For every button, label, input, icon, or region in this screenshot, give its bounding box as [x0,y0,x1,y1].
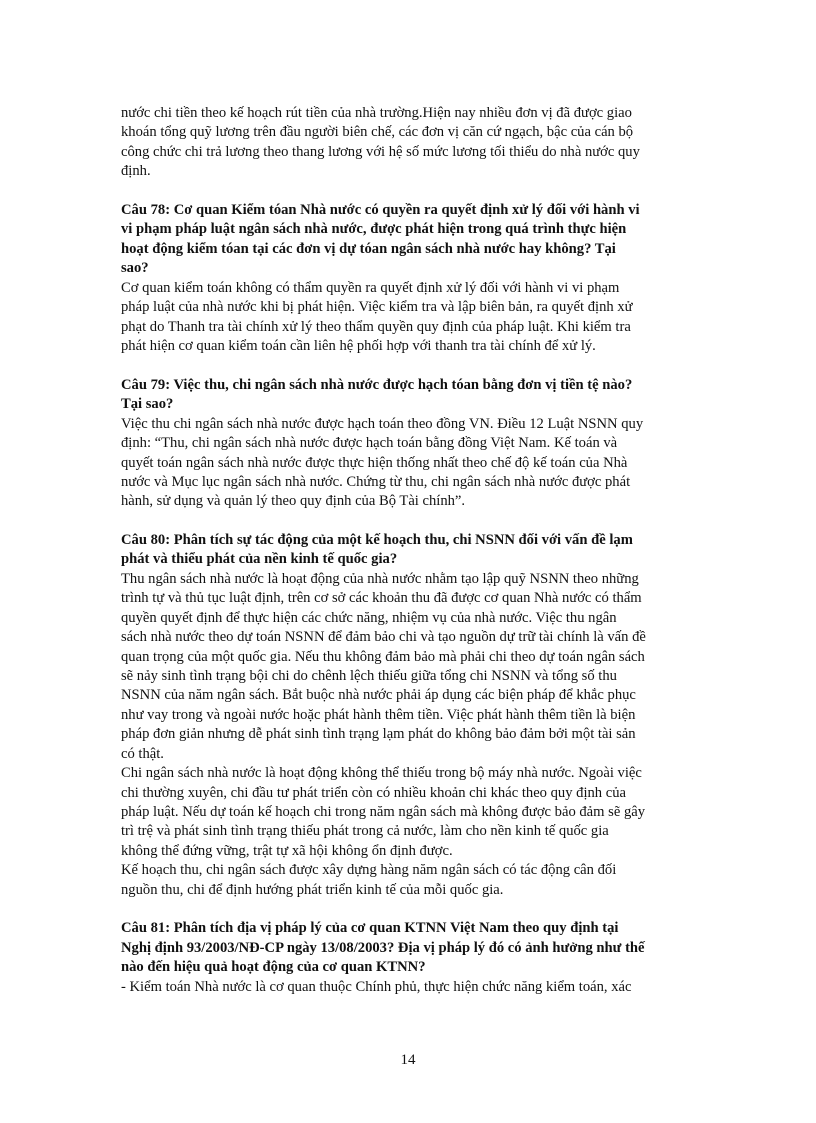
text-line: có thật. [121,745,164,762]
text-line: pháp luật của nhà nước khi bị phát hiện. Việc kiểm tra và lập biên bản, ra quyết định xử [121,299,633,316]
text-line: trì trệ và phát sinh tình trạng thiếu phát trong cả nước, làm cho nền kinh tế quốc gia [121,823,609,840]
question-81-heading [121,919,698,978]
text-line: chi thường xuyên, chi đầu tư phát triển còn có nhiều khoản chi khác theo quy định của [121,784,626,801]
text-line: pháp đơn giản nhưng dễ phát sinh tình trạng lạm phát do không bảo đảm bởi một tài sản [121,726,636,743]
heading-line: Câu 79: Việc thu, chi ngân sách nhà nước được hạch tóan bằng đơn vị tiền tệ nào? [121,376,633,393]
text-line: sẽ nảy sinh tình trạng bội chi do chênh lệch thiếu giữa tổng chi NSNN và tổng số thu [121,668,617,685]
heading-line: Nghị định 93/2003/NĐ-CP ngày 13/08/2003? Địa vị pháp lý đó có ảnh hưởng như thế [121,939,645,956]
question-80-paragraph-2 [121,764,698,861]
question-81-answer [121,978,698,997]
heading-line: sao? [121,260,149,277]
text-line: Chi ngân sách nhà nước là hoạt động không thể thiếu trong bộ máy nhà nước. Ngoài việc [121,765,642,782]
question-80-paragraph-3 [121,861,698,900]
question-80-paragraph-1 [121,570,698,764]
text-line: Cơ quan kiểm toán không có thẩm quyền ra quyết định xử lý đối với hành vi vi phạm [121,280,620,296]
question-78-heading [121,201,698,279]
text-line: định: “Thu, chi ngân sách nhà nước được hạch toán bằng đồng Việt Nam. Kế toán và [121,435,618,452]
text-line: Việc thu chi ngân sách nhà nước được hạch toán theo đồng VN. Điều 12 Luật NSNN quy [121,415,644,432]
heading-line: Câu 78: Cơ quan Kiểm tóan Nhà nước có quyền ra quyết định xử lý đối với hành vi [121,201,640,218]
text-line: quyền quyết định để thực hiện các chức năng, nhiệm vụ của nhà nước. Việc thu ngân [121,609,617,626]
text-line: quyết toán ngân sách nhà nước được thực hiện thống nhất theo chế độ kế toán của Nhà [121,454,628,471]
text-line: sách nhà nước theo dự toán NSNN để đảm bảo chi và tạo nguồn dự trữ tài chính là vấn đề [121,629,646,646]
text-line: phạt do Thanh tra tài chính xử lý theo thẩm quyền quy định của pháp luật. Khi kiểm tra [121,318,631,335]
text-line: nước và Mục lục ngân sách nhà nước. Chứng từ thu, chi ngân sách nhà nước được phát [121,474,631,491]
text-line: khoán tổng quỹ lương trên đầu người biên chế, các đơn vị căn cứ ngạch, bậc của cán bộ [121,124,634,141]
text-line: quan trọng của một quốc gia. Nếu thu không đảm bảo mà phải chi theo dự toán ngân sách [121,648,645,665]
heading-line: Câu 81: Phân tích địa vị pháp lý của cơ quan KTNN Việt Nam theo quy định tại [121,919,619,936]
heading-line: Câu 80: Phân tích sự tác động của một kế hoạch thu, chi NSNN đối với vấn đề lạm [121,531,633,548]
text-line: pháp luật. Nếu dự toán kế hoạch chi trong năm ngân sách mà không được bảo đảm sẽ gây [121,803,646,820]
text-line: hành, sử dụng và quản lý theo quy định của Bộ Tài chính”. [121,493,466,510]
question-79-heading [121,376,698,415]
text-line: công chức chi trả lương theo thang lương với hệ số mức lương tối thiểu do nhà nước quy [121,143,640,160]
question-80-heading [121,531,698,570]
heading-line: Tại sao? [121,396,174,413]
text-line: phát hiện cơ quan kiểm toán cần liên hệ phối hợp với thanh tra tài chính để xử lý. [121,338,596,355]
text-line: như vay trong và ngoài nước hoặc phát hành thêm tiền. Việc phát hành thêm tiền là biện [121,706,636,723]
heading-line: hoạt động kiểm tóan tại các đơn vị dự tóan ngân sách nhà nước hay không? Tại [121,240,616,257]
text-line: nguồn thu, chi để định hướng phát triển kinh tế của mỗi quốc gia. [121,881,504,898]
text-line: trình tự và thủ tục luật định, trên cơ sở các khoản thu đã được cơ quan Nhà nước có thẩm [121,590,642,607]
text-line: nước chi tiền theo kế hoạch rút tiền của nhà trường.Hiện nay nhiều đơn vị đã được giao [121,105,632,121]
intro-paragraph [121,104,698,182]
page-number: 14 [400,1052,416,1068]
text-line: không thể đứng vững, trật tự xã hội không ổn định được. [121,842,453,859]
text-line: định. [121,163,151,180]
document-page [121,104,698,997]
text-line: Thu ngân sách nhà nước là hoạt động của nhà nước nhằm tạo lập quỹ NSNN theo những [121,571,639,588]
text-line: NSNN của năm ngân sách. Bắt buộc nhà nước phải áp dụng các biện pháp để khắc phục [121,687,636,704]
heading-line: nào đến hiệu quả hoạt động của cơ quan KTNN? [121,959,426,976]
text-line: - Kiểm toán Nhà nước là cơ quan thuộc Chính phủ, thực hiện chức năng kiểm toán, xác [121,978,632,995]
question-78-answer [121,279,698,357]
heading-line: phát và thiểu phát của nền kinh tế quốc gia? [121,551,398,568]
question-79-answer [121,415,698,512]
heading-line: vi phạm pháp luật ngân sách nhà nước, được phát hiện trong quá trình thực hiện [121,221,627,238]
text-line: Kế hoạch thu, chi ngân sách được xây dựng hàng năm ngân sách có tác động cân đối [121,862,617,879]
